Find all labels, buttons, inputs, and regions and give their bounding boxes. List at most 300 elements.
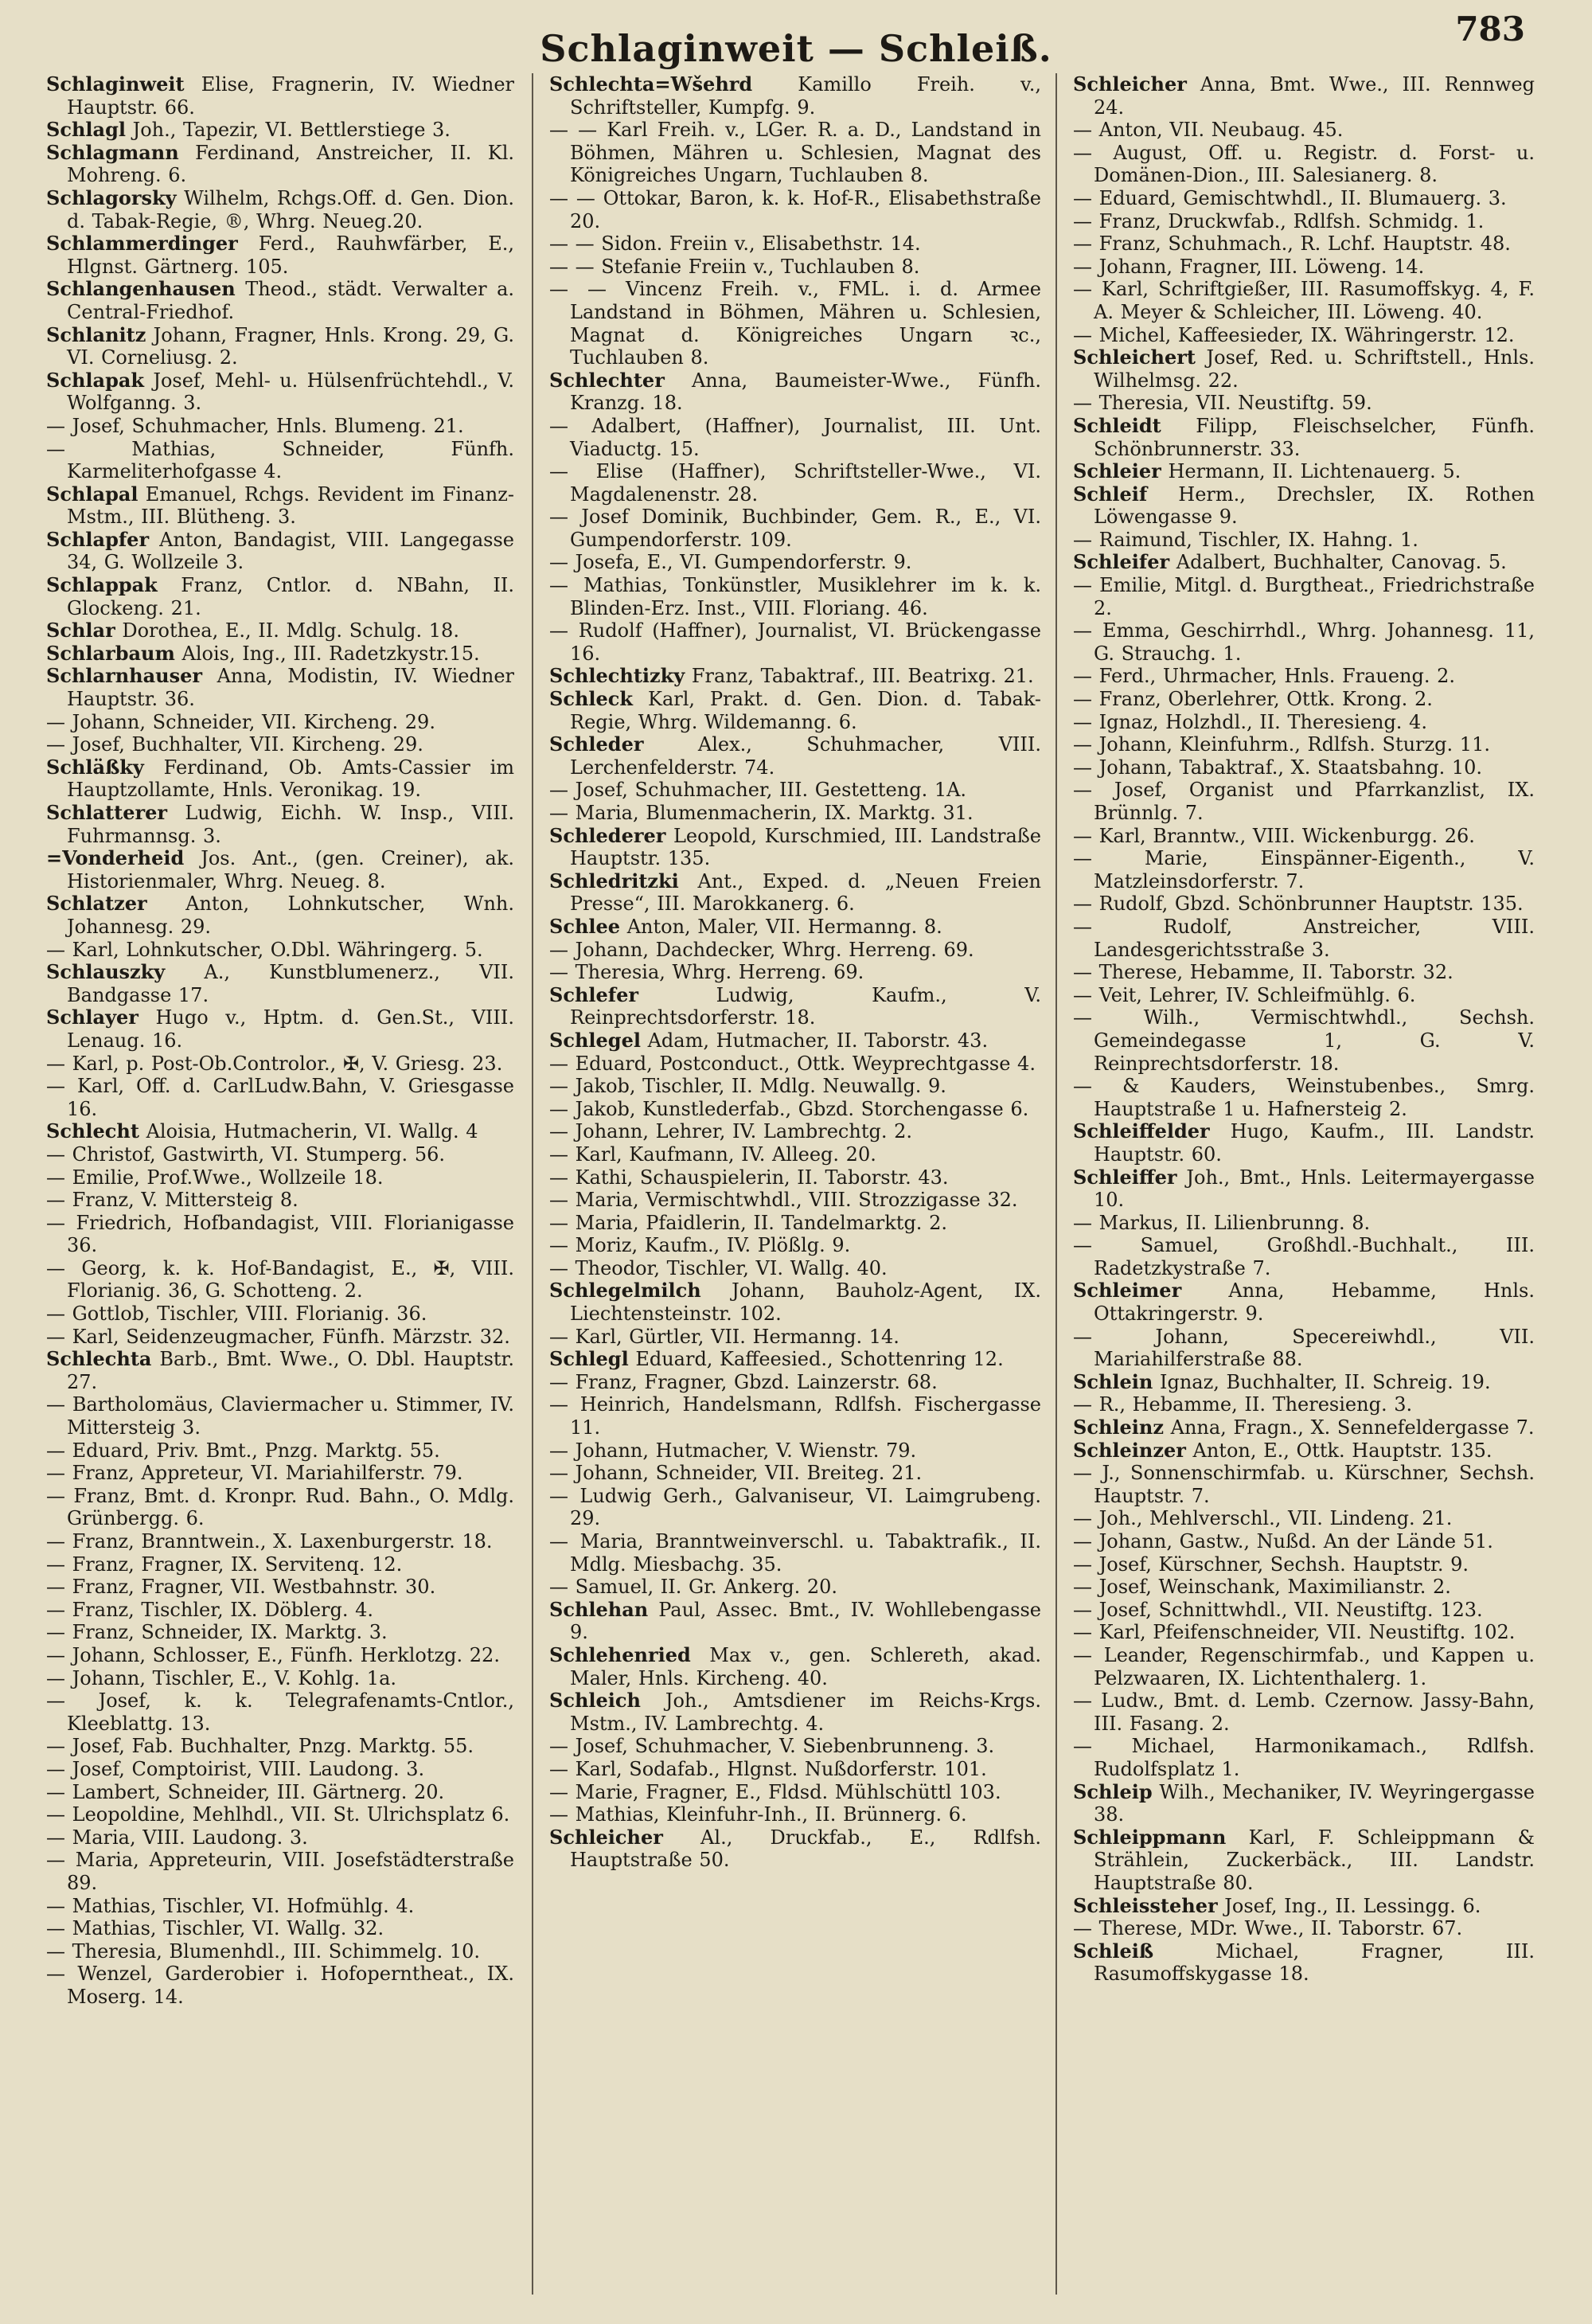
- directory-entry: [1073, 1826, 1535, 1895]
- directory-entry: [549, 119, 1041, 187]
- entry-details: — Franz, V. Mittersteig 8.: [46, 1189, 298, 1212]
- entry-details: Ant., Exped. d. „Neuen Freien Presse“, III. Marokkanerg. 6.: [570, 869, 1041, 916]
- entry-details: — Theodor, Tischler, VI. Wallg. 40.: [549, 1256, 888, 1279]
- entry-details: Adalbert, Buchhalter, Canovag. 5.: [1169, 551, 1507, 574]
- directory-entry: [1073, 278, 1535, 323]
- directory-entry: [46, 1485, 514, 1530]
- directory-entry: [46, 1644, 514, 1667]
- directory-entry: [46, 1758, 514, 1781]
- directory-entry: [46, 1212, 514, 1257]
- directory-entry: [46, 1439, 514, 1463]
- directory-entry: [46, 1143, 514, 1166]
- directory-entry: [549, 870, 1041, 916]
- entry-details: — Johann, Specereiwhdl., VII. Mariahilferstraße 88.: [1073, 1325, 1535, 1371]
- entry-details: — Ferd., Uhrmacher, Hnls. Fraueng. 2.: [1073, 665, 1456, 688]
- entry-details: Anton, Maler, VII. Hermanng. 8.: [620, 915, 942, 938]
- directory-entry: [1073, 825, 1535, 848]
- entry-details: — Johann, Kleinfuhrm., Rdlfsh. Sturzg. 11.: [1073, 733, 1490, 756]
- directory-entry: [46, 1826, 514, 1849]
- entry-details: — Johann, Schneider, VII. Breiteg. 21.: [549, 1462, 923, 1485]
- entry-details: — Theresia, Blumenhdl., III. Schimmelg. 10.: [46, 1939, 480, 1963]
- entry-details: — Mathias, Kleinfuhr-Inh., II. Brünnerg. 6.: [549, 1803, 967, 1826]
- entry-details: Josef, Ing., II. Lessingg. 6.: [1217, 1894, 1481, 1917]
- entry-details: — Jakob, Tischler, II. Mdlg. Neuwallg. 9.: [549, 1075, 946, 1098]
- directory-entry: [549, 187, 1041, 232]
- entry-details: Ignaz, Buchhalter, II. Schreig. 19.: [1153, 1370, 1491, 1393]
- directory-entry: [549, 939, 1041, 962]
- directory-entry: [46, 324, 514, 369]
- entry-surname: Schleiffer: [1073, 1165, 1177, 1189]
- entry-details: — & Kauders, Weinstubenbes., Smrg. Hauptstraße 1 u. Hafnersteig 2.: [1073, 1075, 1535, 1120]
- entry-details: Alex., Schuhmacher, VIII. Lerchenfelderstr. 74.: [570, 733, 1041, 779]
- column-3: [1073, 73, 1535, 2295]
- entry-details: Joh., Amtsdiener im Reichs-Krgs. Mstm., IV. Lambrechtg. 4.: [570, 1689, 1041, 1735]
- entry-details: — Mathias, Tischler, VI. Hofmühlg. 4.: [46, 1894, 415, 1917]
- entry-details: Anna, Fragn., X. Sennefeldergasse 7.: [1163, 1416, 1535, 1439]
- directory-entry: [549, 1644, 1041, 1689]
- entry-details: Anna, Bmt. Wwe., III. Rennweg 24.: [1094, 73, 1535, 119]
- directory-entry: [46, 1963, 514, 2008]
- entry-details: Karl, Prakt. d. Gen. Dion. d. Tabak-Regie, Whrg. Wildemanng. 6.: [570, 688, 1041, 733]
- entry-surname: Schleier: [1073, 459, 1161, 483]
- entry-details: Anna, Baumeister-Wwe., Fünfh. Kranzg. 18.: [570, 369, 1041, 415]
- entry-details: — Josef, Schuhmacher, III. Gestetteng. 1A.: [549, 779, 967, 802]
- entry-surname: Schlechta=Wšehrd: [549, 73, 753, 96]
- entry-surname: Schlatterer: [46, 801, 168, 824]
- entry-details: — Elise (Haffner), Schriftsteller-Wwe., VI. Magdalenenstr. 28.: [549, 460, 1041, 506]
- entry-details: — Wenzel, Garderobier i. Hofoperntheat., IX. Moserg. 14.: [46, 1963, 514, 2008]
- directory-entry: [549, 1120, 1041, 1143]
- directory-entry: [46, 1599, 514, 1622]
- entry-surname: Schlechter: [549, 368, 665, 392]
- entry-surname: Schlagorsky: [46, 186, 177, 209]
- directory-entry: [46, 733, 514, 756]
- entry-details: — Karl, p. Post-Ob.Controlor., ✠, V. Griesg. 23.: [46, 1052, 503, 1075]
- directory-entry: [46, 119, 514, 142]
- directory-entry: [549, 506, 1041, 551]
- directory-entry: [1073, 1006, 1535, 1075]
- directory-entry: [549, 1053, 1041, 1076]
- entry-details: Elise, Fragnerin, IV. Wiedner Hauptstr. 66.: [67, 73, 514, 119]
- entry-surname: Schlee: [549, 914, 621, 938]
- entry-details: — Johann, Hutmacher, V. Wienstr. 79.: [549, 1439, 917, 1462]
- entry-surname: Schlegl: [549, 1347, 629, 1371]
- directory-entry: [1073, 460, 1535, 483]
- entry-details: — Franz, Fragner, VII. Westbahnstr. 30.: [46, 1576, 436, 1599]
- directory-entry: [549, 1485, 1041, 1530]
- directory-entry: [46, 187, 514, 232]
- directory-entry: [1073, 1326, 1535, 1371]
- directory-entry: [549, 1212, 1041, 1235]
- entry-details: — Karl, Lohnkutscher, O.Dbl. Währingerg. 5.: [46, 938, 483, 961]
- entry-details: — Rudolf, Gbzd. Schönbrunner Hauptstr. 135.: [1073, 892, 1524, 916]
- entry-details: Herm., Drechsler, IX. Rothen Löwengasse 9.: [1094, 482, 1535, 529]
- entry-details: Anna, Hebamme, Hnls. Ottakringerstr. 9.: [1094, 1279, 1535, 1326]
- entry-details: Ferdinand, Anstreicher, II. Kl. Mohreng. 6.: [67, 141, 514, 187]
- directory-entry: [1073, 73, 1535, 119]
- directory-entry: [1073, 1895, 1535, 1918]
- entry-details: — Ignaz, Holzhdl., II. Theresieng. 4.: [1073, 710, 1427, 733]
- directory-entry: [46, 1530, 514, 1553]
- directory-entry: [1073, 210, 1535, 233]
- directory-entry: [549, 1530, 1041, 1576]
- entry-surname: Schledritzki: [549, 869, 679, 892]
- directory-entry: [1073, 415, 1535, 460]
- entry-surname: Schlarnhauser: [46, 664, 203, 688]
- entry-details: — Franz, Bmt. d. Kronpr. Rud. Bahn., O. Mdlg. Grünbergg. 6.: [46, 1484, 514, 1530]
- entry-surname: Schleimer: [1073, 1279, 1182, 1303]
- entry-details: Franz, Tabaktraf., III. Beatrixg. 21.: [685, 665, 1034, 688]
- columns: [46, 73, 1536, 2295]
- entry-details: — Marie, Einspänner-Eigenth., V. Matzleinsdorferstr. 7.: [1073, 847, 1535, 892]
- entry-surname: Schleiß: [1073, 1939, 1154, 1963]
- directory-entry: [1073, 1621, 1535, 1644]
- entry-details: — Heinrich, Handelsmann, Rdlfsh. Fischergasse 11.: [549, 1393, 1041, 1439]
- directory-entry: [46, 1940, 514, 1963]
- directory-entry: [46, 1348, 514, 1393]
- entry-details: Ludwig, Eichh. W. Insp., VIII. Fuhrmannsg. 3.: [67, 802, 514, 847]
- entry-surname: Schlappak: [46, 573, 158, 597]
- entry-details: — Josef, Schuhmacher, Hnls. Blumeng. 21.: [46, 414, 464, 437]
- entry-surname: Schlapak: [46, 368, 145, 392]
- entry-details: Jos. Ant., (gen. Creiner), ak. Historienmaler, Whrg. Neueg. 8.: [67, 847, 514, 892]
- entry-details: Karl, F. Schleippmann & Strählein, Zuckerbäck., III. Landstr. Hauptstraße 80.: [1094, 1826, 1535, 1894]
- directory-entry: [1073, 1735, 1535, 1780]
- entry-surname: Schlanitz: [46, 322, 146, 346]
- entry-surname: Schlehenried: [549, 1642, 691, 1666]
- entry-details: Alois, Ing., III. Radetzkystr.15.: [174, 642, 480, 665]
- directory-entry: [549, 1576, 1041, 1599]
- entry-details: Leopold, Kurschmied, III. Landstraße Hauptstr. 135.: [570, 824, 1041, 870]
- entry-details: Ferdinand, Ob. Amts-Cassier im Hauptzollamte, Hnls. Veronikag. 19.: [67, 756, 514, 802]
- directory-entry: [1073, 392, 1535, 415]
- directory-entry: [46, 1621, 514, 1644]
- directory-entry: [46, 1257, 514, 1303]
- entry-details: — Rudolf, Anstreicher, VIII. Landesgerichtsstraße 3.: [1073, 915, 1535, 961]
- entry-surname: Schleder: [549, 732, 644, 756]
- entry-details: — Maria, Blumenmacherin, IX. Marktg. 31.: [549, 802, 974, 824]
- directory-entry: [46, 1803, 514, 1826]
- directory-entry: [549, 1189, 1041, 1212]
- directory-entry: [46, 939, 514, 962]
- entry-details: — Franz, Fragner, IX. Servitenq. 12.: [46, 1553, 403, 1576]
- directory-entry: [1073, 916, 1535, 961]
- entry-details: — Lambert, Schneider, III. Gärtnerg. 20.: [46, 1780, 445, 1803]
- entry-details: — Johann, Lehrer, IV. Lambrechtg. 2.: [549, 1120, 912, 1143]
- entry-details: — Friedrich, Hofbandagist, VIII. Florianigasse 36.: [46, 1211, 514, 1257]
- directory-entry: [46, 1075, 514, 1120]
- directory-entry: [1073, 1212, 1535, 1235]
- entry-surname: Schleif: [1073, 482, 1148, 506]
- directory-entry: [1073, 1507, 1535, 1530]
- directory-entry: [549, 1143, 1041, 1166]
- directory-entry: [549, 1781, 1041, 1804]
- directory-entry: [46, 529, 514, 574]
- directory-entry: [549, 1326, 1041, 1349]
- directory-entry: [46, 1895, 514, 1918]
- entry-surname: Schlegel: [549, 1028, 641, 1052]
- entry-details: — — Sidon. Freiin v., Elisabethstr. 14.: [549, 232, 921, 256]
- entry-details: — August, Off. u. Registr. d. Forst- u. Domänen-Dion., III. Salesianerg. 8.: [1073, 141, 1535, 187]
- directory-entry: [549, 574, 1041, 619]
- directory-entry: [1073, 688, 1535, 711]
- directory-entry: [1073, 574, 1535, 619]
- entry-details: Dorothea, E., II. Mdlg. Schulg. 18.: [115, 619, 459, 643]
- entry-surname: Schlederer: [549, 823, 666, 847]
- directory-entry: [46, 847, 514, 892]
- entry-details: — J., Sonnenschirmfab. u. Kürschner, Sechsh. Hauptstr. 7.: [1073, 1462, 1535, 1507]
- directory-entry: [549, 1826, 1041, 1872]
- directory-entry: [1073, 756, 1535, 779]
- entry-surname: Schlarbaum: [46, 641, 175, 665]
- entry-details: — Johann, Tabaktraf., X. Staatsbahng. 10.: [1073, 756, 1483, 779]
- directory-entry: [1073, 1279, 1535, 1325]
- directory-entry: [46, 1689, 514, 1735]
- entry-details: — Michel, Kaffeesieder, IX. Währingerstr. 12.: [1073, 323, 1515, 346]
- entry-surname: Schlatzer: [46, 892, 147, 916]
- directory-entry: [1073, 1075, 1535, 1120]
- entry-surname: Schleippmann: [1073, 1825, 1227, 1849]
- entry-surname: Schlapal: [46, 482, 139, 506]
- directory-entry: [549, 1689, 1041, 1735]
- entry-details: — Johann, Tischler, E., V. Kohlg. 1a.: [46, 1666, 397, 1689]
- entry-details: Michael, Fragner, III. Rasumoffskygasse 18.: [1094, 1939, 1535, 1986]
- entry-details: — — Karl Freih. v., LGer. R. a. D., Landstand in Böhmen, Mähren u. Schlesien, Magnat des Königreiches Ungarn, Tuchlauben 8.: [549, 119, 1041, 187]
- entry-details: — Karl, Sodafab., Hlgnst. Nußdorferstr. 101.: [549, 1757, 987, 1780]
- entry-details: — Georg, k. k. Hof-Bandagist, E., ✠, VIII. Florianig. 36, G. Schotteng. 2.: [46, 1256, 514, 1303]
- entry-details: — Franz, Schneider, IX. Marktg. 3.: [46, 1621, 388, 1644]
- entry-details: — Mathias, Tischler, VI. Wallg. 32.: [46, 1917, 384, 1940]
- entry-details: — Josef, Fab. Buchhalter, Pnzg. Marktg. 55.: [46, 1735, 474, 1758]
- entry-details: — Karl, Kaufmann, IV. Alleeg. 20.: [549, 1142, 876, 1166]
- directory-entry: [1073, 1439, 1535, 1463]
- directory-entry: [1073, 232, 1535, 256]
- entry-details: — Leander, Regenschirmfab., und Kappen u. Pelzwaaren, IX. Lichtenthalerg. 1.: [1073, 1643, 1535, 1689]
- entry-details: Hugo v., Hptm. d. Gen.St., VIII. Lenaug. 16.: [67, 1006, 514, 1052]
- entry-details: — Maria, Pfaidlerin, II. Tandelmarktg. 2.: [549, 1211, 947, 1234]
- entry-details: — R., Hebamme, II. Theresieng. 3.: [1073, 1393, 1413, 1416]
- entry-details: Ferd., Rauhwfärber, E., Hlgnst. Gärtnerg. 105.: [67, 232, 514, 278]
- entry-details: — Josef, k. k. Telegrafenamts-Cntlor., Kleeblattg. 13.: [46, 1689, 514, 1735]
- entry-surname: =Vonderheid: [46, 846, 185, 870]
- entry-surname: Schlaginweit: [46, 73, 185, 96]
- directory-entry: [46, 1667, 514, 1690]
- entry-details: — Maria, Vermischtwhdl., VIII. Strozzigasse 32.: [549, 1189, 1018, 1212]
- entry-details: Barb., Bmt. Wwe., O. Dbl. Hauptstr. 27.: [67, 1348, 514, 1393]
- entry-details: — Gottlob, Tischler, VIII. Florianig. 36.: [46, 1303, 427, 1326]
- directory-entry: [1073, 961, 1535, 984]
- directory-entry: [549, 733, 1041, 779]
- directory-entry: [549, 1462, 1041, 1485]
- directory-entry: [46, 961, 514, 1006]
- directory-entry: [1073, 779, 1535, 824]
- entry-details: Johann, Bauholz-Agent, IX. Liechtensteinstr. 102.: [570, 1279, 1041, 1326]
- entry-details: — Emma, Geschirrhdl., Whrg. Johannesg. 11, G. Strauchg. 1.: [1073, 619, 1535, 665]
- entry-surname: Schlecht: [46, 1119, 139, 1143]
- entry-details: — Michael, Harmonikamach., Rdlfsh. Rudolfsplatz 1.: [1073, 1735, 1535, 1780]
- directory-entry: [549, 688, 1041, 733]
- entry-surname: Schlangenhausen: [46, 277, 236, 301]
- entry-details: — Emilie, Prof.Wwe., Wollzeile 18.: [46, 1166, 384, 1189]
- entry-details: A., Kunstblumenerz., VII. Bandgasse 17.: [67, 961, 514, 1006]
- entry-surname: Schleichert: [1073, 346, 1196, 369]
- entry-details: Josef, Mehl- u. Hülsenfrüchtehdl., V. Wolfganng. 3.: [67, 369, 514, 415]
- directory-entry: [46, 1917, 514, 1940]
- directory-entry: [1073, 1553, 1535, 1576]
- directory-entry: [46, 73, 514, 119]
- directory-entry: [549, 232, 1041, 256]
- entry-details: Joh., Bmt., Hnls. Leitermayergasse 10.: [1094, 1166, 1535, 1212]
- entry-surname: Schleicher: [1073, 73, 1187, 96]
- entry-details: — Bartholomäus, Claviermacher u. Stimmer, IV. Mittersteig 3.: [46, 1393, 514, 1439]
- directory-entry: [1073, 1120, 1535, 1166]
- entry-details: — Franz, Oberlehrer, Ottk. Krong. 2.: [1073, 688, 1433, 711]
- entry-details: Johann, Fragner, Hnls. Krong. 29, G. VI. Corneliusg. 2.: [67, 323, 514, 369]
- entry-details: — Josef, Schuhmacher, V. Siebenbrunneng. 3.: [549, 1735, 995, 1758]
- entry-details: — Josefa, E., VI. Gumpendorferstr. 9.: [549, 551, 912, 574]
- entry-details: — Franz, Branntwein., X. Laxenburgerstr. 18.: [46, 1530, 493, 1553]
- directory-entry: [549, 779, 1041, 802]
- entry-details: — — Ottokar, Baron, k. k. Hof-R., Elisabethstraße 20.: [549, 186, 1041, 232]
- directory-entry: [1073, 1599, 1535, 1622]
- directory-entry: [1073, 1234, 1535, 1279]
- directory-entry: [46, 232, 514, 278]
- entry-details: — Josef, Comptoirist, VIII. Laudong. 3.: [46, 1757, 425, 1780]
- directory-entry: [1073, 1576, 1535, 1599]
- directory-entry: [46, 892, 514, 938]
- directory-entry: [46, 1576, 514, 1599]
- directory-entry: [46, 1189, 514, 1212]
- entry-surname: Schlauszky: [46, 960, 166, 984]
- entry-details: — Jakob, Kunstlederfab., Gbzd. Storchengasse 6.: [549, 1097, 1029, 1120]
- entry-details: — — Vincenz Freih. v., FML. i. d. Armee Landstand in Böhmen, Mähren u. Schlesien, Magnat d. Königreiches Ungarn ꝛc., Tuchlauben 8.: [549, 278, 1041, 369]
- entry-details: — Josef, Buchhalter, VII. Kircheng. 29.: [46, 733, 423, 756]
- entry-surname: Schlammerdinger: [46, 232, 238, 256]
- entry-details: — Josef, Schnittwhdl., VII. Neustiftg. 123.: [1073, 1598, 1483, 1621]
- directory-entry: [46, 574, 514, 619]
- entry-surname: Schlagl: [46, 118, 126, 142]
- entry-details: Hermann, II. Lichtenauerg. 5.: [1161, 460, 1461, 483]
- directory-entry: [549, 961, 1041, 984]
- entry-details: — Maria, VIII. Laudong. 3.: [46, 1826, 308, 1849]
- directory-entry: [46, 278, 514, 323]
- entry-details: Adam, Hutmacher, II. Taborstr. 43.: [640, 1029, 989, 1052]
- entry-details: — Maria, Appreteurin, VIII. Josefstädterstraße 89.: [46, 1849, 514, 1894]
- entry-details: — Franz, Appreteur, VI. Mariahilferstr. 79.: [46, 1462, 463, 1485]
- entry-details: — Franz, Druckwfab., Rdlfsh. Schmidg. 1.: [1073, 209, 1485, 232]
- directory-entry: [1073, 733, 1535, 756]
- directory-entry: [46, 1006, 514, 1052]
- directory-entry: [549, 1098, 1041, 1121]
- directory-entry: [46, 1781, 514, 1804]
- entry-details: — Maria, Branntweinverschl. u. Tabaktrafik., II. Mdlg. Miesbachg. 35.: [549, 1530, 1041, 1576]
- entry-details: — Karl, Seidenzeugmacher, Fünfh. Märzstr. 32.: [46, 1325, 510, 1348]
- directory-entry: [1073, 665, 1535, 688]
- directory-entry: [46, 665, 514, 710]
- entry-details: Anna, Modistin, IV. Wiedner Hauptstr. 36.: [67, 665, 514, 711]
- directory-entry: [46, 711, 514, 734]
- directory-entry: [1073, 619, 1535, 665]
- directory-entry: [1073, 847, 1535, 892]
- entry-surname: Schleidt: [1073, 413, 1161, 437]
- entry-details: Ludwig, Kaufm., V. Reinprechtsdorferstr. 18.: [570, 983, 1041, 1029]
- directory-entry: [46, 483, 514, 529]
- entry-details: — Anton, VII. Neubaug. 45.: [1073, 119, 1344, 142]
- directory-entry: [549, 1257, 1041, 1280]
- directory-entry: [1073, 187, 1535, 210]
- directory-entry: [1073, 892, 1535, 916]
- entry-details: — Josef, Kürschner, Sechsh. Hauptstr. 9.: [1073, 1553, 1469, 1576]
- directory-entry: [46, 1326, 514, 1349]
- directory-entry: [46, 1166, 514, 1189]
- entry-details: — Johann, Dachdecker, Whrg. Herreng. 69.: [549, 938, 974, 961]
- directory-entry: [549, 916, 1041, 939]
- entry-details: — Joh., Mehlverschl., VII. Lindeng. 21.: [1073, 1507, 1453, 1530]
- entry-details: Josef, Red. u. Schriftstell., Hnls. Wilhelmsg. 22.: [1094, 346, 1535, 392]
- directory-entry: [549, 619, 1041, 665]
- directory-entry: [1073, 1917, 1535, 1940]
- entry-surname: Schlagmann: [46, 140, 179, 164]
- entry-details: — Raimund, Tischler, IX. Hahng. 1.: [1073, 528, 1418, 551]
- entry-surname: Schlar: [46, 619, 115, 643]
- directory-entry: [1073, 551, 1535, 574]
- directory-entry: [1073, 1530, 1535, 1553]
- entry-details: — Kathi, Schauspielerin, II. Taborstr. 43.: [549, 1166, 949, 1189]
- directory-entry: [549, 1075, 1041, 1098]
- entry-details: — Therese, MDr. Wwe., II. Taborstr. 67.: [1073, 1917, 1463, 1940]
- entry-details: Joh., Tapezir, VI. Bettlerstiege 3.: [125, 119, 451, 142]
- directory-entry: [549, 551, 1041, 574]
- entry-details: — Karl, Gürtler, VII. Hermanng. 14.: [549, 1325, 899, 1348]
- entry-details: Al., Druckfab., E., Rdlfsh. Hauptstraße 50.: [570, 1826, 1041, 1872]
- directory-entry: [1073, 711, 1535, 734]
- entry-details: — Markus, II. Lilienbrunng. 8.: [1073, 1211, 1371, 1234]
- entry-surname: Schläßky: [46, 755, 144, 779]
- directory-entry: [46, 1735, 514, 1758]
- entry-details: — Veit, Lehrer, IV. Schleifmühlg. 6.: [1073, 983, 1416, 1006]
- entry-details: — Karl, Schriftgießer, III. Rasumoffskyg. 4, F. A. Meyer & Schleicher, III. Löweng. 40.: [1073, 278, 1535, 323]
- entry-surname: Schlapfer: [46, 527, 150, 551]
- entry-details: — Eduard, Postconduct., Ottk. Weyprechtgasse 4.: [549, 1052, 1036, 1075]
- entry-details: — Adalbert, (Haffner), Journalist, III. Unt. Viaductg. 15.: [549, 414, 1041, 460]
- directory-entry: [1073, 1416, 1535, 1439]
- directory-entry: [46, 619, 514, 643]
- directory-entry: [549, 256, 1041, 279]
- directory-entry: [1073, 1940, 1535, 1986]
- entry-details: Anton, E., Ottk. Hauptstr. 135.: [1185, 1439, 1492, 1462]
- directory-entry: [549, 1029, 1041, 1053]
- entry-surname: Schleinzer: [1073, 1438, 1186, 1462]
- entry-details: — Therese, Hebamme, II. Taborstr. 32.: [1073, 961, 1453, 984]
- directory-entry: [549, 1234, 1041, 1257]
- directory-entry: [549, 802, 1041, 825]
- entry-details: Emanuel, Rchgs. Revident im Finanz-Mstm., III. Blütheng. 3.: [67, 482, 514, 529]
- directory-entry: [549, 665, 1041, 688]
- entry-surname: Schleip: [1073, 1779, 1153, 1803]
- directory-entry: [46, 1849, 514, 1894]
- directory-entry: [46, 1120, 514, 1143]
- column-1: [46, 73, 514, 2295]
- directory-entry: [549, 1599, 1041, 1644]
- entry-details: — Emilie, Mitgl. d. Burgtheat., Friedrichstraße 2.: [1073, 574, 1535, 619]
- entry-surname: Schlehan: [549, 1597, 649, 1621]
- directory-entry: [1073, 1644, 1535, 1689]
- entry-details: — Josef Dominik, Buchbinder, Gem. R., E., VI. Gumpendorferstr. 109.: [549, 506, 1041, 551]
- page-number: 783: [1455, 10, 1525, 49]
- entry-details: — Leopoldine, Mehlhdl., VII. St. Ulrichsplatz 6.: [46, 1803, 510, 1826]
- entry-details: — Rudolf (Haffner), Journalist, VI. Brückengasse 16.: [549, 619, 1041, 665]
- entry-details: Wilhelm, Rchgs.Off. d. Gen. Dion. d. Tabak-Regie, ®, Whrg. Neueg.20.: [67, 186, 514, 232]
